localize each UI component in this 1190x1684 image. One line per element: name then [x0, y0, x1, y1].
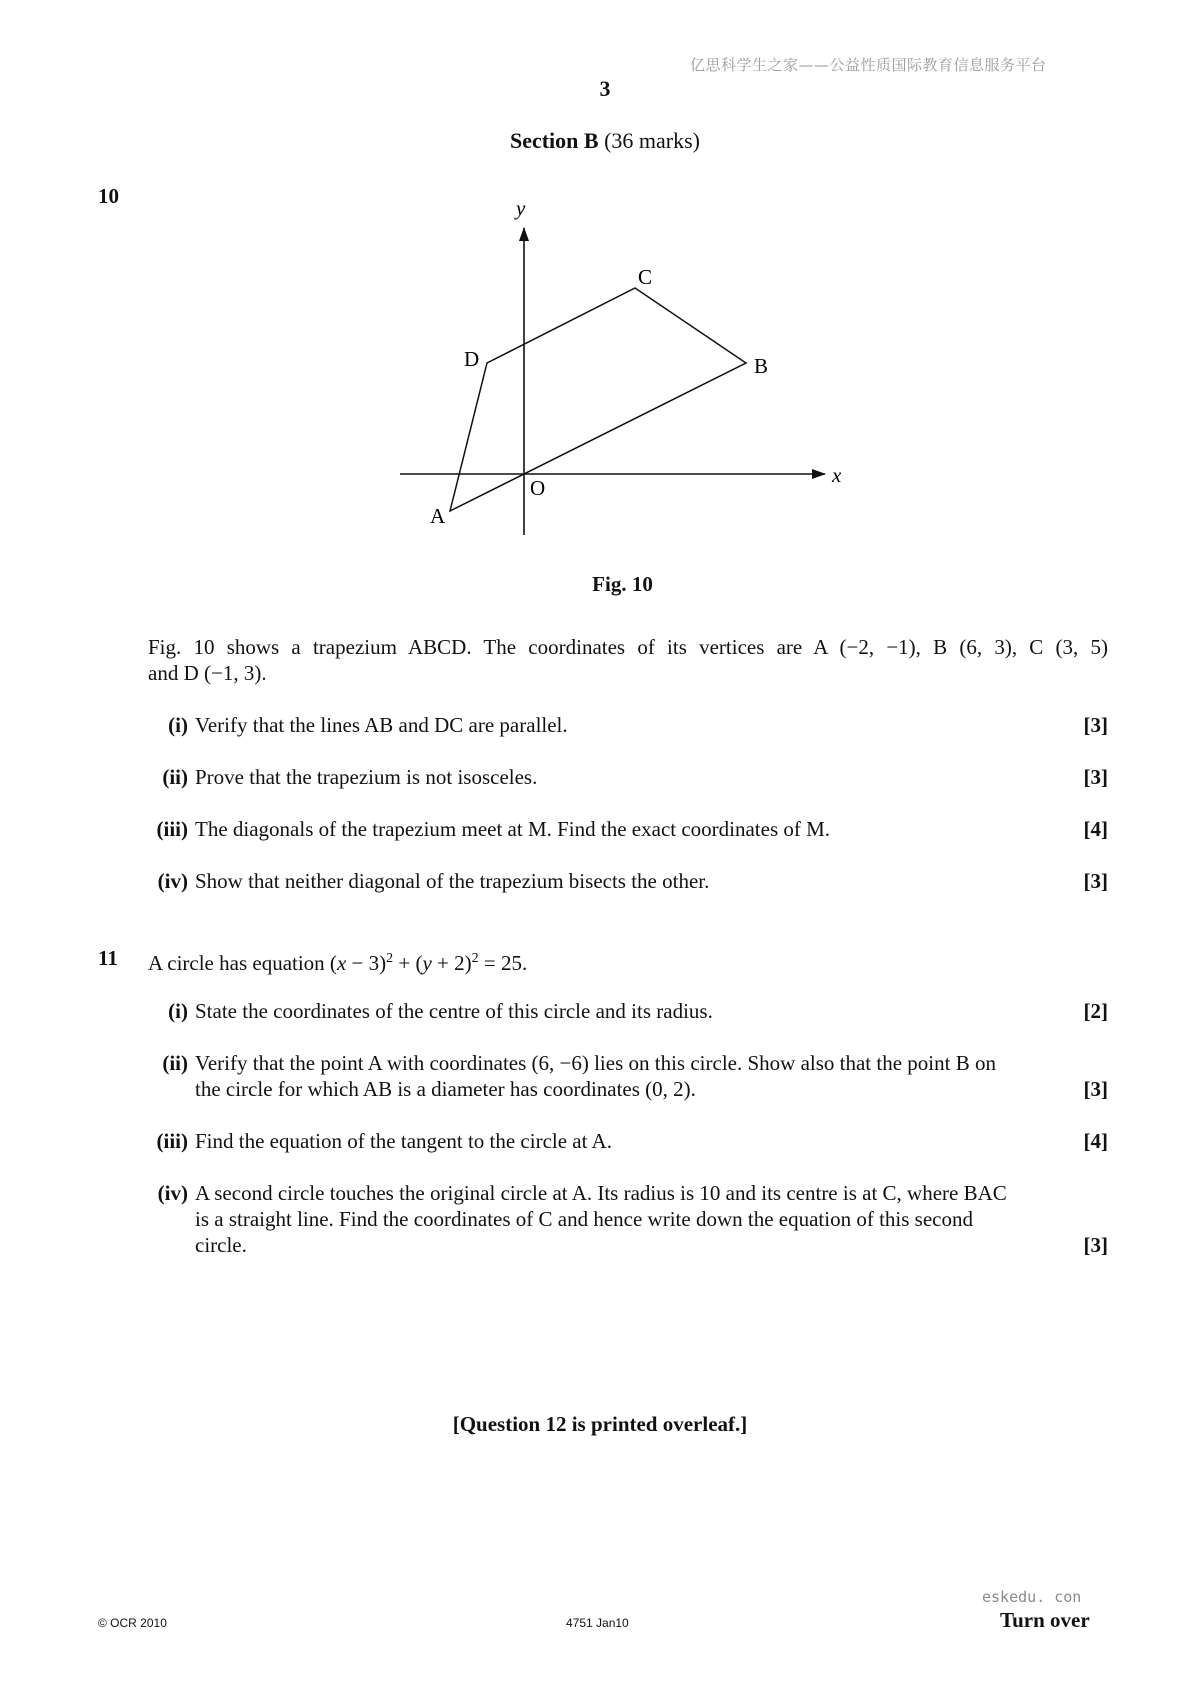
eq-var-x: x [336, 951, 347, 975]
eq-sup: 2 [386, 951, 394, 966]
question-10-intro [148, 634, 1108, 686]
page-number: 3 [599, 76, 611, 101]
part-marks: [4] [1083, 817, 1108, 841]
question-11-intro [148, 946, 527, 976]
eq-part: = 25. [478, 951, 528, 975]
part-marks: [4] [1083, 1129, 1108, 1153]
part-text: Find the equation of the tangent to the circle at A. [195, 1129, 612, 1153]
part-label: (i) [168, 999, 188, 1023]
vertex-b-label: B [754, 354, 769, 378]
part-marks: [3] [1083, 1077, 1108, 1101]
section-title-marks: (36 marks) [598, 128, 701, 153]
question-10-intro-line2: and D (−1, 3). [148, 661, 267, 685]
figure-caption: Fig. 10 [592, 572, 653, 596]
eq-part: A circle has equation ( [148, 951, 337, 975]
question-11-part-ii [148, 1050, 1108, 1102]
trapezium-abcd [450, 288, 746, 511]
part-text-line2: the circle for which AB is a diameter has coordinates (0, 2). [195, 1077, 696, 1101]
part-text-line3: circle. [195, 1233, 247, 1257]
vertex-c-label: C [638, 265, 653, 289]
part-label: (ii) [162, 765, 188, 789]
part-label: (iii) [156, 1129, 188, 1153]
part-label: (i) [168, 713, 188, 737]
question-11-number: 11 [98, 946, 118, 970]
part-label: (ii) [162, 1051, 188, 1075]
question-10-intro-line1: Fig. 10 shows a trapezium ABCD. The coordinates of its vertices are A (−2, −1), B (6, 3), C (3, 5) [148, 635, 1108, 659]
axis-y-label: y [516, 196, 526, 220]
section-title [0, 128, 1190, 154]
part-label: (iii) [156, 817, 188, 841]
part-marks: [3] [1083, 869, 1108, 893]
part-text-line1: Verify that the point A with coordinates (6, −6) lies on this circle. Show also that the point B on [195, 1051, 996, 1075]
footer-copyright: © OCR 2010 [98, 1616, 167, 1630]
figure-10-diagram [390, 190, 850, 550]
part-text-line1: A second circle touches the original circle at A. Its radius is 10 and its centre is at C, where BAC [195, 1181, 1007, 1205]
part-text: Verify that the lines AB and DC are parallel. [195, 713, 568, 737]
eq-var-y: y [422, 951, 432, 975]
part-text: The diagonals of the trapezium meet at M. Find the exact coordinates of M. [195, 817, 831, 841]
vertex-a-label: A [430, 504, 446, 528]
eq-part: + 2) [431, 951, 472, 975]
question-11-part-iv [148, 1180, 1108, 1258]
eq-sup: 2 [471, 951, 479, 966]
part-label: (iv) [157, 1181, 188, 1205]
question-10-number: 10 [98, 184, 119, 208]
vertex-d-label: D [464, 347, 480, 371]
part-marks: [3] [1083, 713, 1108, 737]
turn-over: Turn over [1000, 1608, 1090, 1632]
part-text: State the coordinates of the centre of this circle and its radius. [195, 999, 713, 1023]
overleaf-note: [Question 12 is printed overleaf.] [452, 1412, 748, 1436]
watermark-bottom: eskedu. con [982, 1588, 1082, 1606]
part-text-line2: is a straight line. Find the coordinates of C and hence write down the equation of this second [195, 1207, 973, 1231]
section-title-bold: Section B [509, 128, 599, 153]
footer-code: 4751 Jan10 [566, 1616, 629, 1630]
eq-part: + ( [393, 951, 423, 975]
part-marks: [3] [1083, 1233, 1108, 1257]
eq-part: − 3) [346, 951, 387, 975]
part-marks: [3] [1083, 765, 1108, 789]
part-text: Prove that the trapezium is not isosceles. [195, 765, 538, 789]
origin-label: O [530, 476, 546, 500]
part-text: Show that neither diagonal of the trapezium bisects the other. [195, 869, 710, 893]
watermark-top: 亿思科学生之家——公益性质国际教育信息服务平台 [690, 56, 1047, 74]
axis-x-label: x [832, 463, 842, 487]
part-marks: [2] [1083, 999, 1108, 1023]
part-label: (iv) [157, 869, 188, 893]
